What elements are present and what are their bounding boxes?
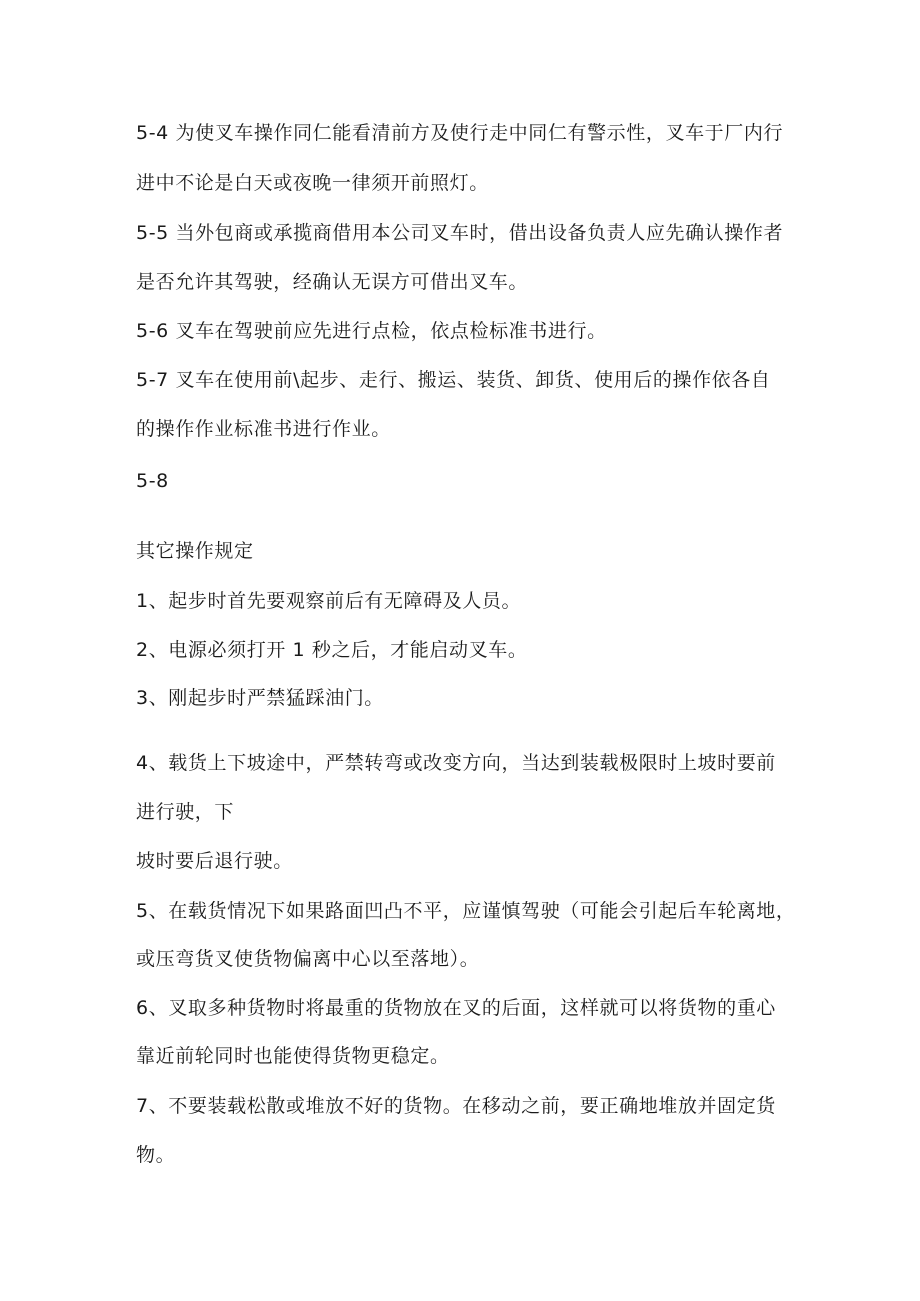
list-item-4-a: 4、载货上下坡途中，严禁转弯或改变方向，当达到装载极限时上坡时要前 (136, 752, 776, 774)
text-line-5-4-a: 5-4 为使叉车操作同仁能看清前方及使行走中同仁有警示性，叉车于厂内行 (136, 122, 784, 144)
section-number-5-8: 5-8 (136, 470, 169, 492)
list-item-5-a: 5、在载货情况下如果路面凹凸不平，应谨慎驾驶（可能会引起后车轮离地， (136, 900, 796, 922)
list-item-7-b: 物。 (136, 1144, 176, 1166)
text-line-5-5-a: 5-5 当外包商或承揽商借用本公司叉车时，借出设备负责人应先确认操作者 (136, 222, 784, 244)
list-item-1: 1、起步时首先要观察前后有无障碍及人员。 (136, 590, 522, 612)
section-heading: 其它操作规定 (136, 540, 254, 562)
list-item-7-a: 7、不要装载松散或堆放不好的货物。在移动之前，要正确地堆放并固定货 (136, 1095, 776, 1117)
list-item-4-b: 进行驶，下 (136, 801, 235, 823)
list-item-3: 3、刚起步时严禁猛踩油门。 (136, 687, 384, 709)
list-item-5-b: 或压弯货叉使货物偏离中心以至落地）。 (136, 948, 480, 970)
list-item-2: 2、电源必须打开 1 秒之后，才能启动叉车。 (136, 639, 528, 661)
text-line-5-5-b: 是否允许其驾驶，经确认无误方可借出叉车。 (136, 271, 529, 293)
text-line-5-6: 5-6 叉车在驾驶前应先进行点检，依点检标准书进行。 (136, 320, 607, 342)
text-line-5-7-b: 的操作作业标准书进行作业。 (136, 418, 391, 440)
list-item-4-c: 坡时要后退行驶。 (136, 850, 293, 872)
text-line-5-4-b: 进中不论是白天或夜晚一律须开前照灯。 (136, 172, 489, 194)
list-item-6-a: 6、叉取多种货物时将最重的货物放在叉的后面，这样就可以将货物的重心 (136, 997, 776, 1019)
list-item-6-b: 靠近前轮同时也能使得货物更稳定。 (136, 1045, 450, 1067)
text-line-5-7-a: 5-7 叉车在使用前\起步、走行、搬运、装货、卸货、使用后的操作依各自 (136, 369, 771, 391)
